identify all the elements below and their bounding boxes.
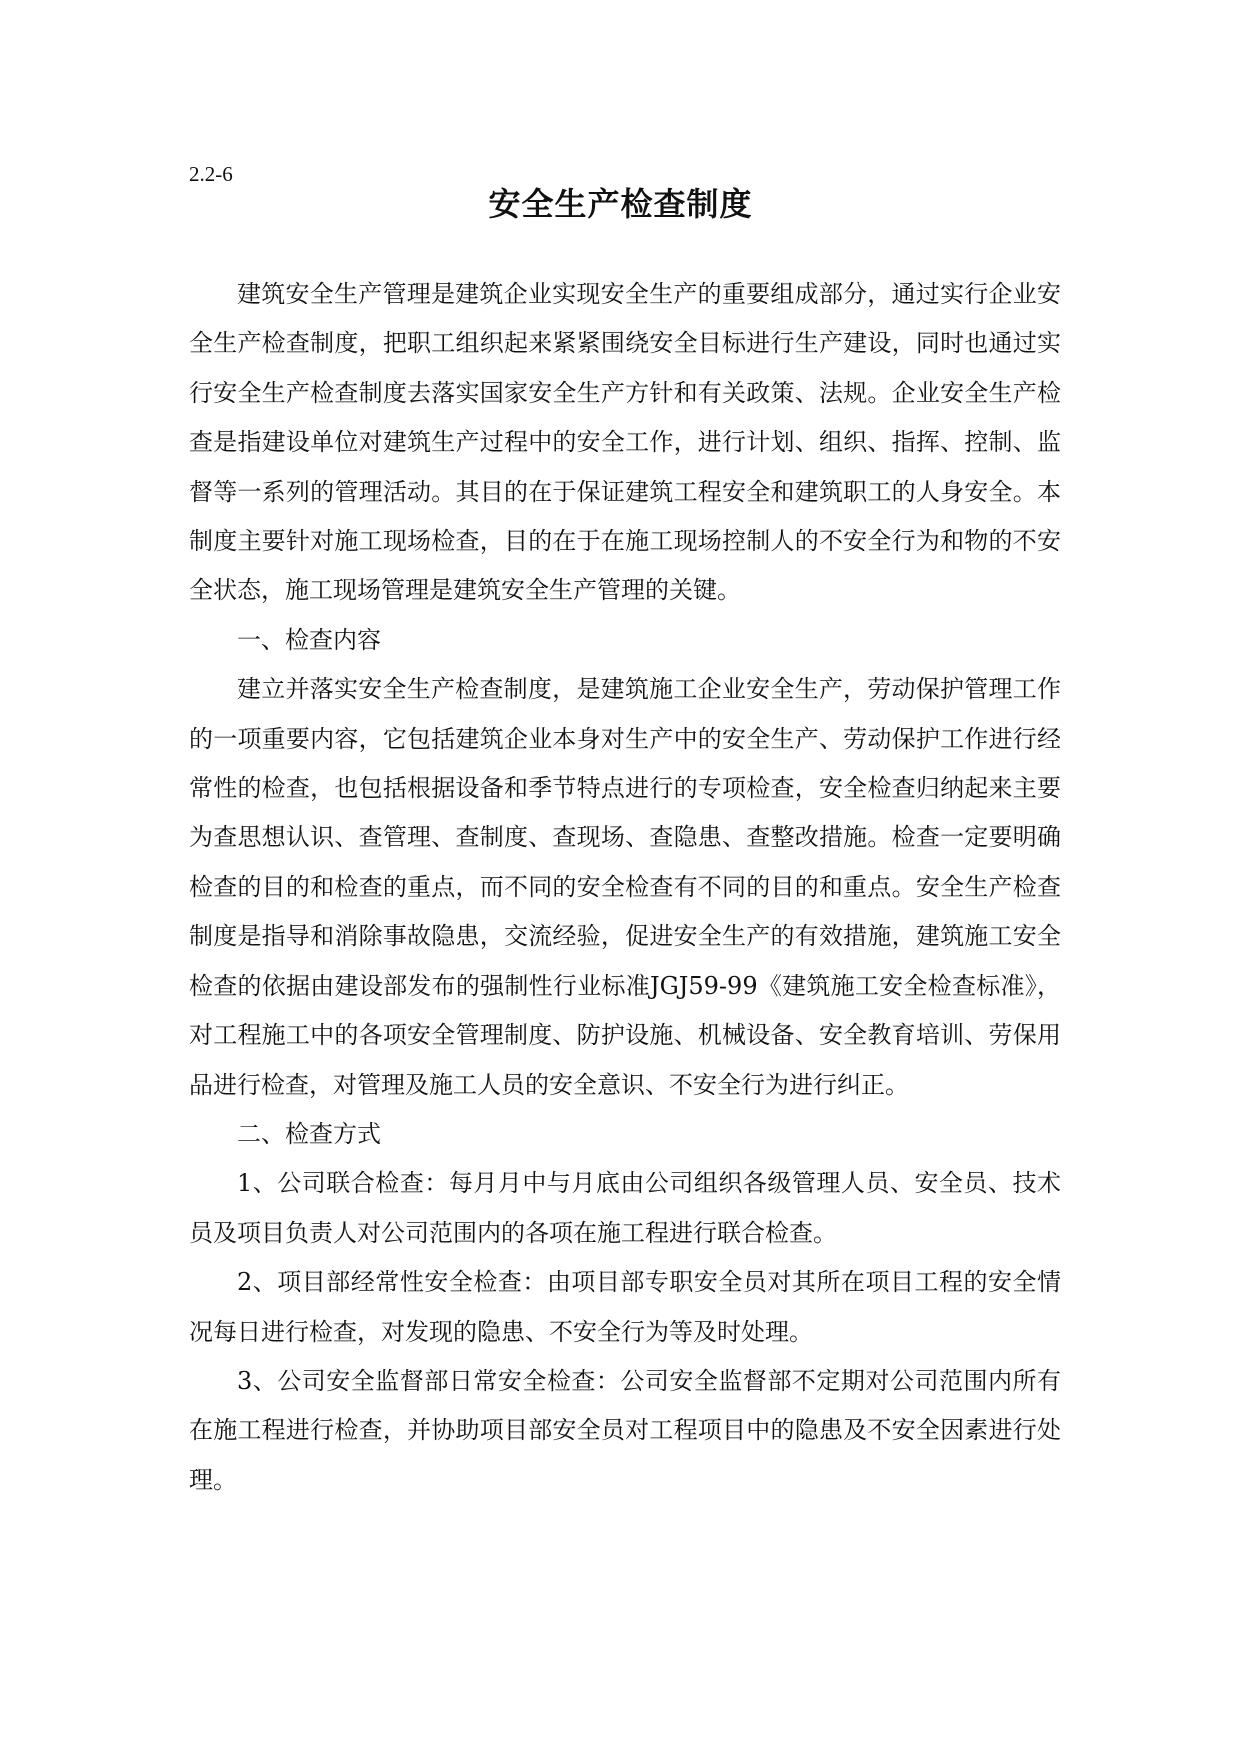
document-body bbox=[189, 270, 1061, 1505]
inspection-method-item-2: 2、项目部经常性安全检查：由项目部专职安全员对其所在项目工程的安全情况每日进行检查，对发现的隐患、不安全行为等及时处理。 bbox=[189, 1268, 1061, 1346]
inspection-method-item-3: 3、公司安全监督部日常安全检查：公司安全监督部不定期对公司范围内所有在施工程进行检查，并协助项目部安全员对工程项目中的隐患及不安全因素进行处理。 bbox=[189, 1366, 1061, 1494]
document-title: 安全生产检查制度 bbox=[488, 185, 753, 223]
intro-paragraph: 建筑安全生产管理是建筑企业实现安全生产的重要组成部分，通过实行企业安全生产检查制度，把职工组织起来紧紧围绕安全目标进行生产建设，同时也通过实行安全生产检查制度去落实国家安全生产方针和有关政策、法规。企业安全生产检查是指建设单位对建筑生产过程中的安全工作，进行计划、组织、指挥、控制、监督等一系列的管理活动。其目的在于保证建筑工程安全和建筑职工的人身安全。本制度主要针对施工现场检查，目的在于在施工现场控制人的不安全行为和物的不安全状态，施工现场管理是建筑安全生产管理的关键。 bbox=[189, 280, 1061, 605]
section-heading-inspection-content: 一、检查内容 bbox=[237, 625, 381, 654]
inspection-content-paragraph: 建立并落实安全生产检查制度，是建筑施工企业安全生产，劳动保护管理工作的一项重要内容，它包括建筑企业本身对生产中的安全生产、劳动保护工作进行经常性的检查，也包括根据设备和季节特点进行的专项检查，安全检查归纳起来主要为查思想认识、查管理、查制度、查现场、查隐患、查整改措施。检查一定要明确检查的目的和检查的重点，而不同的安全检查有不同的目的和重点。安全生产检查制度是指导和消除事故隐患，交流经验，促进安全生产的有效措施，建筑施工安全检查的依据由建设部发布的强制性行业标准JGJ59-99《建筑施工安全检查标准》，对工程施工中的各项安全管理制度、防护设施、机械设备、安全教育培训、劳保用品进行检查，对管理及施工人员的安全意识、不安全行为进行纠正。 bbox=[189, 675, 1061, 1099]
inspection-method-item-1: 1、公司联合检查：每月月中与月底由公司组织各级管理人员、安全员、技术员及项目负责人对公司范围内的各项在施工程进行联合检查。 bbox=[189, 1169, 1061, 1247]
document-code: 2.2-6 bbox=[189, 162, 233, 186]
section-heading-inspection-methods: 二、检查方式 bbox=[237, 1119, 381, 1148]
